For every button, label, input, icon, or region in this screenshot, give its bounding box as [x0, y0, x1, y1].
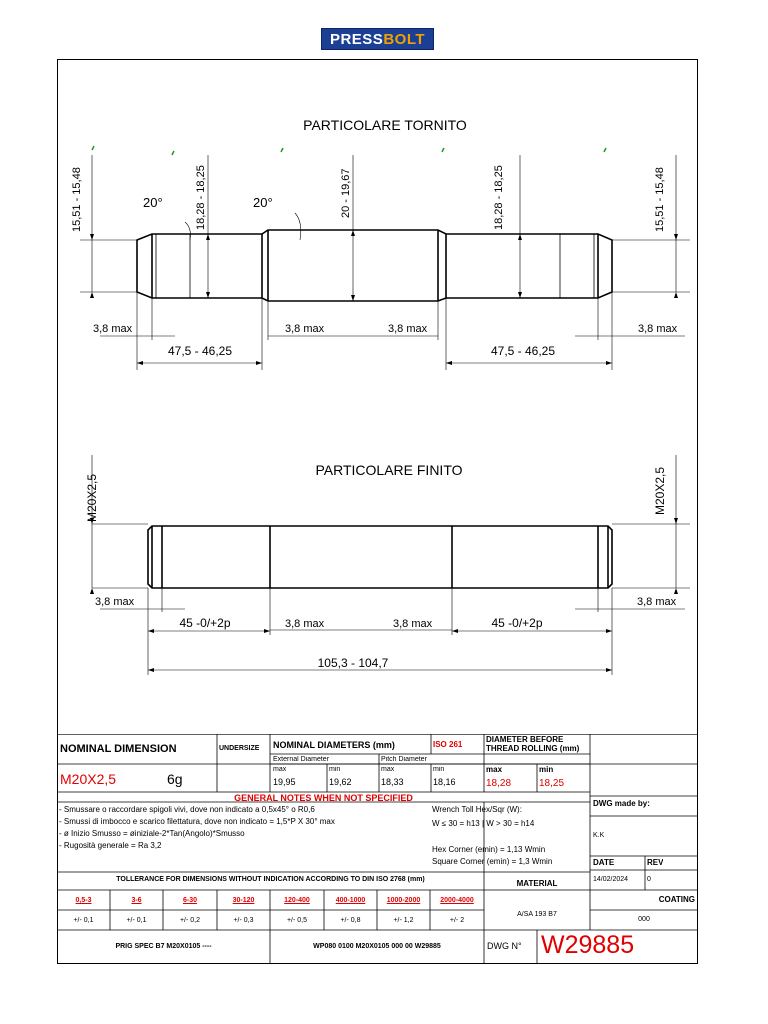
dim-thread-left: 18,28 - 18,25	[195, 165, 207, 230]
green-markers	[92, 146, 606, 155]
ext-min-value: 19,62	[329, 778, 352, 787]
dim-end-right: 15,51 - 15,48	[654, 167, 666, 232]
dwg-no-label: DWG N°	[487, 942, 522, 951]
tol-4: +/- 0,3	[233, 917, 254, 924]
pitch-max-value: 18,33	[381, 778, 404, 787]
logo-text-press: PRESS	[329, 30, 384, 48]
coating-value: 000	[638, 916, 650, 923]
tol-5: +/- 0,5	[286, 917, 308, 924]
iso-label: ISO 261	[433, 741, 463, 749]
dwg-no-value: W29885	[541, 932, 635, 959]
date-value: 14/02/2024	[593, 876, 629, 883]
range-8: 2000-4000	[440, 897, 474, 904]
tol-7: +/- 1,2	[393, 917, 414, 924]
rev-value: 0	[647, 876, 651, 883]
tol-1: +/- 0,1	[73, 917, 94, 924]
square-corner: Square Corner (emin) = 1,3 Wmin	[432, 858, 553, 866]
pitch-min-value: 18,16	[433, 778, 456, 787]
note-4: - Rugosità generale = Ra 3,2	[59, 842, 162, 850]
coating-label: COATING	[658, 896, 695, 904]
roll-min-label: min	[539, 766, 554, 774]
tolerance-class: 6g	[167, 772, 183, 787]
nominal-dimension-header: NOMINAL DIMENSION	[60, 743, 177, 755]
max-right: 3,8 max	[638, 323, 678, 335]
finito-max-right: 3,8 max	[637, 596, 677, 608]
note-2: - Smussi di imbocco e scarico filettatura, dove non indicato = 1,5*P X 30° max	[59, 818, 335, 826]
finito-max-mid2: 3,8 max	[393, 618, 433, 630]
note-1: - Smussare o raccordare spigoli vivi, dove non indicato a 0,5x45° o R0,6	[59, 806, 315, 814]
note-3: - ø Inizio Smusso = øiniziale-2*Tan(Angolo)*Smusso	[59, 830, 245, 838]
nominal-diameters-header: NOMINAL DIAMETERS (mm)	[273, 741, 395, 750]
range-3: 6-30	[182, 897, 197, 904]
finito-total-length: 105,3 - 104,7	[317, 656, 389, 670]
nominal-size: M20X2,5	[60, 772, 117, 787]
range-6: 400-1000	[335, 897, 366, 904]
spec-code: PRIG SPEC B7 M20X0105 ----	[115, 943, 212, 950]
range-7: 1000-2000	[386, 897, 421, 904]
roll-max-label: max	[486, 766, 503, 774]
wrench-rule: W ≤ 30 = h13 | W > 30 = h14	[432, 820, 535, 828]
angle-left-label: 20°	[143, 195, 163, 210]
rev-label: REV	[647, 859, 664, 867]
dim-thread-right: 18,28 - 18,25	[493, 165, 505, 230]
diameter-before-rolling-header: DIAMETER BEFORE THREAD ROLLING (mm)	[486, 736, 580, 753]
date-label: DATE	[593, 859, 615, 867]
dim-end-left: 15,51 - 15,48	[71, 167, 83, 232]
pitch-diameter-label: Pitch Diameter	[381, 756, 427, 763]
tornito-title: PARTICOLARE TORNITO	[303, 117, 467, 133]
tolerance-title: TOLLERANCE FOR DIMENSIONS WITHOUT INDICATION ACCORDING TO DIN ISO 2768 (mm)	[116, 876, 425, 883]
title-block	[57, 734, 698, 964]
thread-left: M20X2,5	[85, 473, 99, 522]
pitch-min-label: min	[433, 766, 445, 773]
finito-title: PARTICOLARE FINITO	[315, 462, 463, 478]
ext-max-value: 19,95	[273, 778, 296, 787]
angle-mid-label: 20°	[253, 195, 273, 210]
roll-max-value: 18,28	[486, 778, 512, 789]
pitch-max-label: max	[381, 766, 395, 773]
tol-2: +/- 0,1	[126, 917, 147, 924]
material-label: MATERIAL	[516, 880, 558, 888]
max-mid1: 3,8 max	[285, 323, 325, 335]
range-5: 120-400	[284, 897, 310, 904]
wrench-title: Wrench Toll Hex/Sqr (W):	[432, 806, 522, 814]
range-1: 0,5-3	[75, 897, 92, 904]
len-right: 47,5 - 46,25	[490, 344, 556, 358]
material-value: A/SA 193 B7	[517, 911, 557, 918]
ext-min-label: min	[329, 766, 341, 773]
len-left: 47,5 - 46,25	[167, 344, 233, 358]
logo-text-bolt: BOLT	[383, 30, 426, 48]
author: K.K	[593, 832, 605, 839]
ext-max-label: max	[273, 766, 287, 773]
finito-max-mid1: 3,8 max	[285, 618, 325, 630]
range-2: 3-6	[131, 897, 142, 904]
tol-3: +/- 0,2	[179, 917, 201, 924]
undersize-header: UNDERSIZE	[219, 745, 260, 752]
roll-min-value: 18,25	[539, 778, 565, 789]
dwg-made-by-label: DWG made by:	[593, 800, 650, 808]
tol-8: +/- 2	[449, 917, 465, 924]
hex-corner: Hex Corner (emin) = 1,13 Wmin	[432, 846, 546, 854]
external-diameter-label: External Diameter	[273, 756, 330, 763]
finito-len-right: 45 -0/+2p	[491, 616, 543, 630]
max-left: 3,8 max	[93, 323, 133, 335]
max-mid2: 3,8 max	[388, 323, 428, 335]
finito-shaft	[148, 526, 612, 588]
range-4: 30-120	[232, 897, 255, 904]
finito-len-left: 45 -0/+2p	[179, 616, 231, 630]
dim-body: 20 - 19,67	[340, 168, 352, 218]
general-notes-title: GENERAL NOTES WHEN NOT SPECIFIED	[234, 794, 413, 803]
part-code: WP080 0100 M20X0105 000 00 W29885	[313, 943, 441, 950]
tol-6: +/- 0,8	[340, 917, 361, 924]
thread-right: M20X2,5	[653, 466, 667, 515]
finito-max-left: 3,8 max	[95, 596, 135, 608]
